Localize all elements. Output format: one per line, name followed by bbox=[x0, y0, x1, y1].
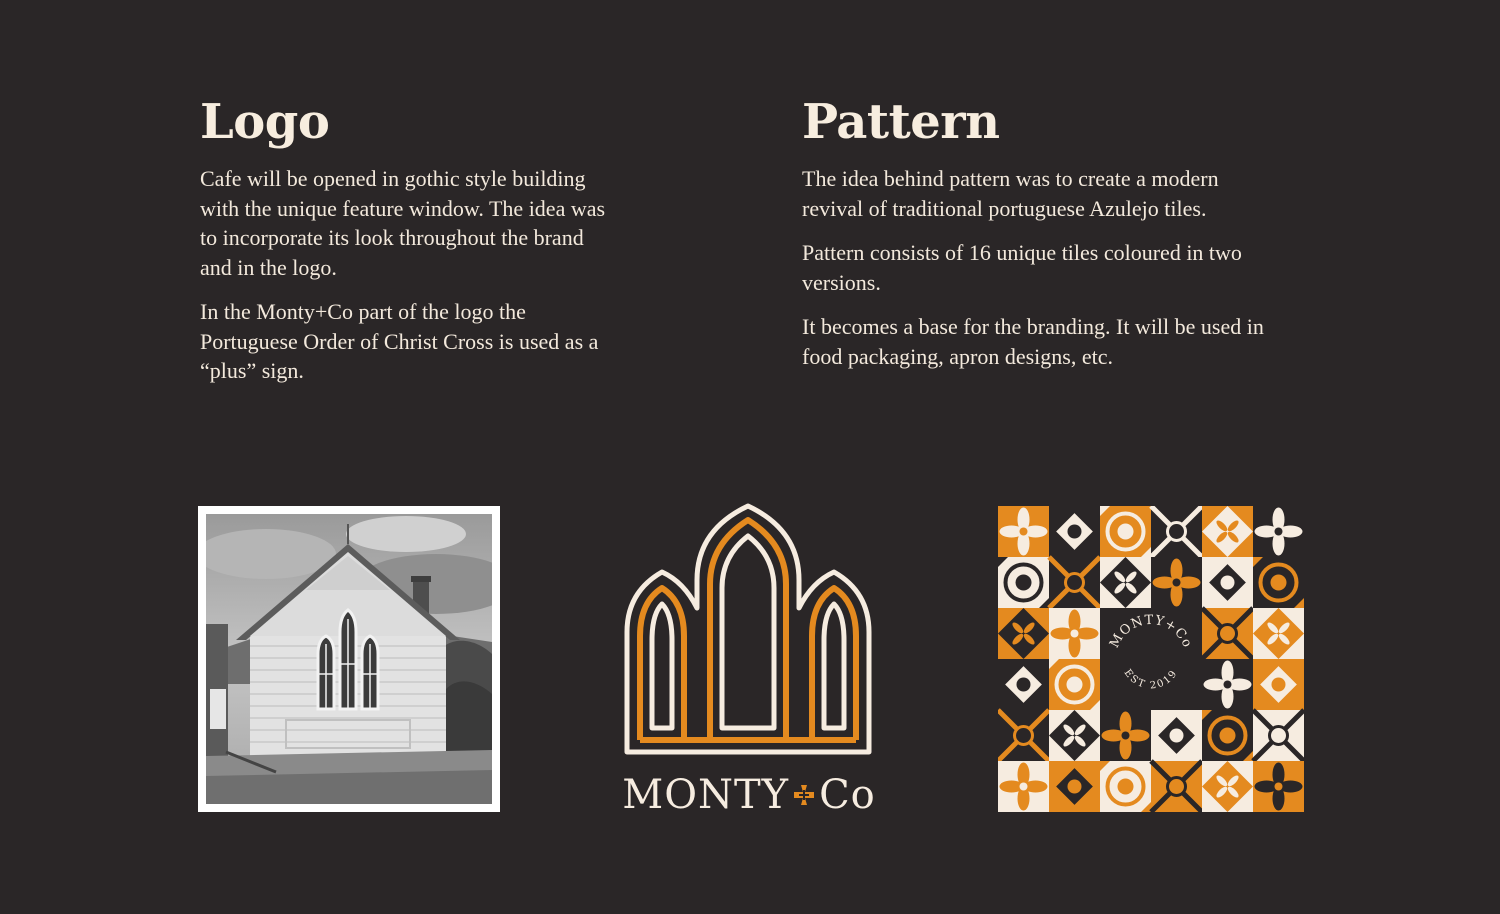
pattern-paragraph-1: The idea behind pattern was to create a modern revival of traditional portuguese Azulejo tiles. bbox=[802, 166, 1219, 221]
azulejo-tile bbox=[998, 557, 1049, 608]
azulejo-tile bbox=[1253, 608, 1304, 659]
azulejo-tile bbox=[998, 761, 1049, 812]
azulejo-tile bbox=[998, 710, 1049, 761]
pattern-paragraph-2: Pattern consists of 16 unique tiles coloured in two versions. bbox=[802, 240, 1242, 295]
azulejo-tile bbox=[1151, 557, 1202, 608]
logo-paragraph-2: In the Monty+Co part of the logo the Portuguese Order of Christ Cross is used as a “plus” sign. bbox=[200, 299, 599, 383]
azulejo-tile bbox=[1253, 710, 1304, 761]
wordmark-co: Co bbox=[819, 772, 876, 818]
azulejo-tile bbox=[1202, 710, 1253, 761]
azulejo-tile bbox=[1151, 710, 1202, 761]
pattern-heading: Pattern bbox=[802, 94, 1000, 150]
gothic-window-logo-icon bbox=[620, 502, 876, 758]
azulejo-tile bbox=[998, 506, 1049, 557]
azulejo-tile bbox=[1049, 659, 1100, 710]
azulejo-tile bbox=[1100, 710, 1151, 761]
badge-year-text: EST 2019 bbox=[1121, 667, 1181, 692]
pattern-paragraph-3: It becomes a base for the branding. It will be used in food packaging, apron designs, etc. bbox=[802, 314, 1264, 369]
azulejo-tile bbox=[1151, 506, 1202, 557]
azulejo-tile bbox=[1202, 761, 1253, 812]
order-of-christ-cross-icon bbox=[792, 783, 816, 807]
azulejo-tile bbox=[998, 659, 1049, 710]
azulejo-tile bbox=[1253, 761, 1304, 812]
logo-paragraph-1: Cafe will be opened in gothic style building with the unique feature window. The idea was to incorporate its look throughout the brand and in the logo. bbox=[200, 166, 606, 280]
wordmark-monty: MONTY bbox=[622, 772, 790, 818]
azulejo-tile bbox=[1202, 557, 1253, 608]
azulejo-tile bbox=[1049, 557, 1100, 608]
azulejo-tile bbox=[1049, 506, 1100, 557]
badge-brand-text: MONTY+Co bbox=[1107, 612, 1195, 651]
azulejo-tile bbox=[1202, 608, 1253, 659]
azulejo-tile bbox=[1151, 761, 1202, 812]
azulejo-tile bbox=[1100, 506, 1151, 557]
building-photo bbox=[198, 506, 500, 812]
pattern-section bbox=[802, 92, 1282, 386]
azulejo-tile bbox=[1049, 710, 1100, 761]
azulejo-tile bbox=[1202, 659, 1253, 710]
azulejo-tile bbox=[1253, 506, 1304, 557]
logo-section bbox=[200, 92, 620, 401]
azulejo-tile bbox=[1049, 761, 1100, 812]
azulejo-pattern bbox=[998, 506, 1304, 812]
logo-heading: Logo bbox=[200, 94, 330, 150]
azulejo-tile bbox=[1049, 608, 1100, 659]
brand-wordmark bbox=[622, 770, 876, 820]
azulejo-tile bbox=[1100, 557, 1151, 608]
est-badge bbox=[1100, 608, 1202, 710]
azulejo-tile bbox=[1202, 506, 1253, 557]
azulejo-tile bbox=[998, 608, 1049, 659]
azulejo-tile bbox=[1100, 761, 1151, 812]
azulejo-tile bbox=[1253, 659, 1304, 710]
azulejo-tile bbox=[1253, 557, 1304, 608]
church-photo-illustration bbox=[206, 514, 492, 804]
